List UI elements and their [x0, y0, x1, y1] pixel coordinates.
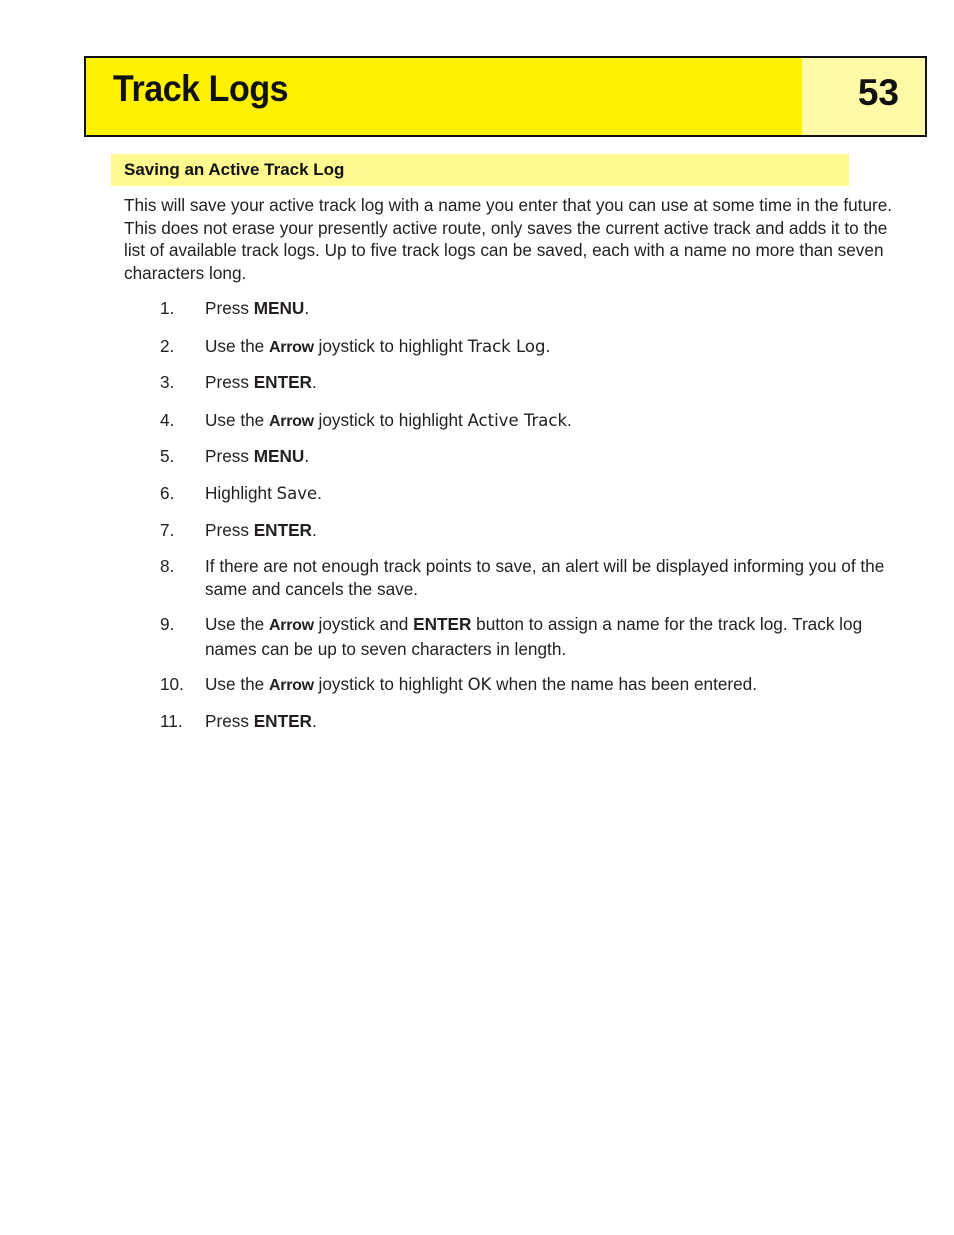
step-text-run: .: [304, 298, 310, 318]
intro-paragraph: This will save your active track log with a name you enter that you can use at some time in the future. This does not erase your presently active route, only saves the current active track and adds it to the list of available track logs. Up to five track logs can be saved, each with a name no more than seven characters long.: [124, 195, 893, 283]
step-text-run: when the name has been entered.: [491, 674, 758, 694]
step-number: 1.: [160, 298, 175, 318]
step-text-run: Use the: [205, 614, 270, 634]
step-text: [205, 445, 898, 468]
button-name: MENU: [253, 446, 305, 466]
section-heading-band: [111, 154, 849, 186]
step-text-run: Press: [205, 298, 254, 318]
control-name: Arrow: [269, 339, 314, 356]
step-text-run: button to assign a name for the track log. Track log names can be up to seven characters in length.: [205, 614, 863, 659]
step-text: [205, 673, 898, 698]
chapter-header: [84, 56, 927, 137]
button-name: ENTER: [413, 614, 472, 634]
step-text-run: Press: [205, 372, 254, 392]
step-text-run: .: [304, 446, 310, 466]
step-text-run: Use the: [205, 674, 270, 694]
section-title: Saving an Active Track Log: [124, 160, 345, 179]
step-number: 11.: [160, 711, 183, 731]
step-text: [205, 710, 898, 733]
button-name: ENTER: [253, 520, 312, 540]
page-number-panel: [802, 58, 925, 135]
step-text-run: .: [311, 520, 317, 540]
step-number: 10.: [160, 674, 184, 694]
step-number: 6.: [160, 483, 175, 503]
control-name: Arrow: [269, 677, 314, 694]
step-text-run: Highlight: [205, 483, 277, 503]
step-text-run: joystick to highlight: [313, 336, 468, 356]
step-text-run: Press: [205, 520, 254, 540]
step-text: [205, 335, 898, 360]
step-text-run: .: [317, 483, 322, 503]
page-number: 53: [857, 72, 899, 113]
step-number: 4.: [160, 410, 175, 430]
step-text-run: joystick and: [313, 614, 414, 634]
control-name: Arrow: [269, 617, 314, 634]
control-name: Arrow: [269, 413, 314, 430]
step-number: 2.: [160, 336, 175, 356]
step-text: [205, 613, 898, 660]
screen-item-name: Save: [276, 484, 318, 503]
step-text-run: Use the: [205, 410, 270, 430]
button-name: ENTER: [253, 711, 312, 731]
step-number: 9.: [160, 614, 175, 634]
button-name: MENU: [253, 298, 305, 318]
step-number: 5.: [160, 446, 175, 466]
step-number: 3.: [160, 372, 175, 392]
step-text-run: joystick to highlight: [313, 674, 468, 694]
step-text-run: .: [567, 410, 572, 430]
screen-item-name: OK: [467, 675, 492, 694]
step-text-run: .: [311, 372, 317, 392]
step-text-run: Use the: [205, 336, 270, 356]
step-text-run: Press: [205, 711, 254, 731]
step-number: 8.: [160, 556, 175, 576]
step-text-run: Press: [205, 446, 254, 466]
screen-item-name: Active Track: [467, 411, 568, 430]
step-text: [205, 519, 898, 542]
screen-item-name: Track Log: [467, 337, 546, 356]
chapter-title: Track Logs: [113, 68, 289, 109]
step-text: [205, 297, 898, 320]
step-number: 7.: [160, 520, 175, 540]
step-text-run: If there are not enough track points to save, an alert will be displayed informing you of the same and cancels the save.: [205, 556, 885, 599]
step-text-run: .: [545, 336, 551, 356]
step-text: [205, 555, 898, 600]
step-text: [205, 409, 898, 434]
button-name: ENTER: [253, 372, 312, 392]
step-text-run: .: [311, 711, 317, 731]
step-text: [205, 371, 898, 394]
step-text: [205, 482, 898, 506]
step-text-run: joystick to highlight: [313, 410, 468, 430]
